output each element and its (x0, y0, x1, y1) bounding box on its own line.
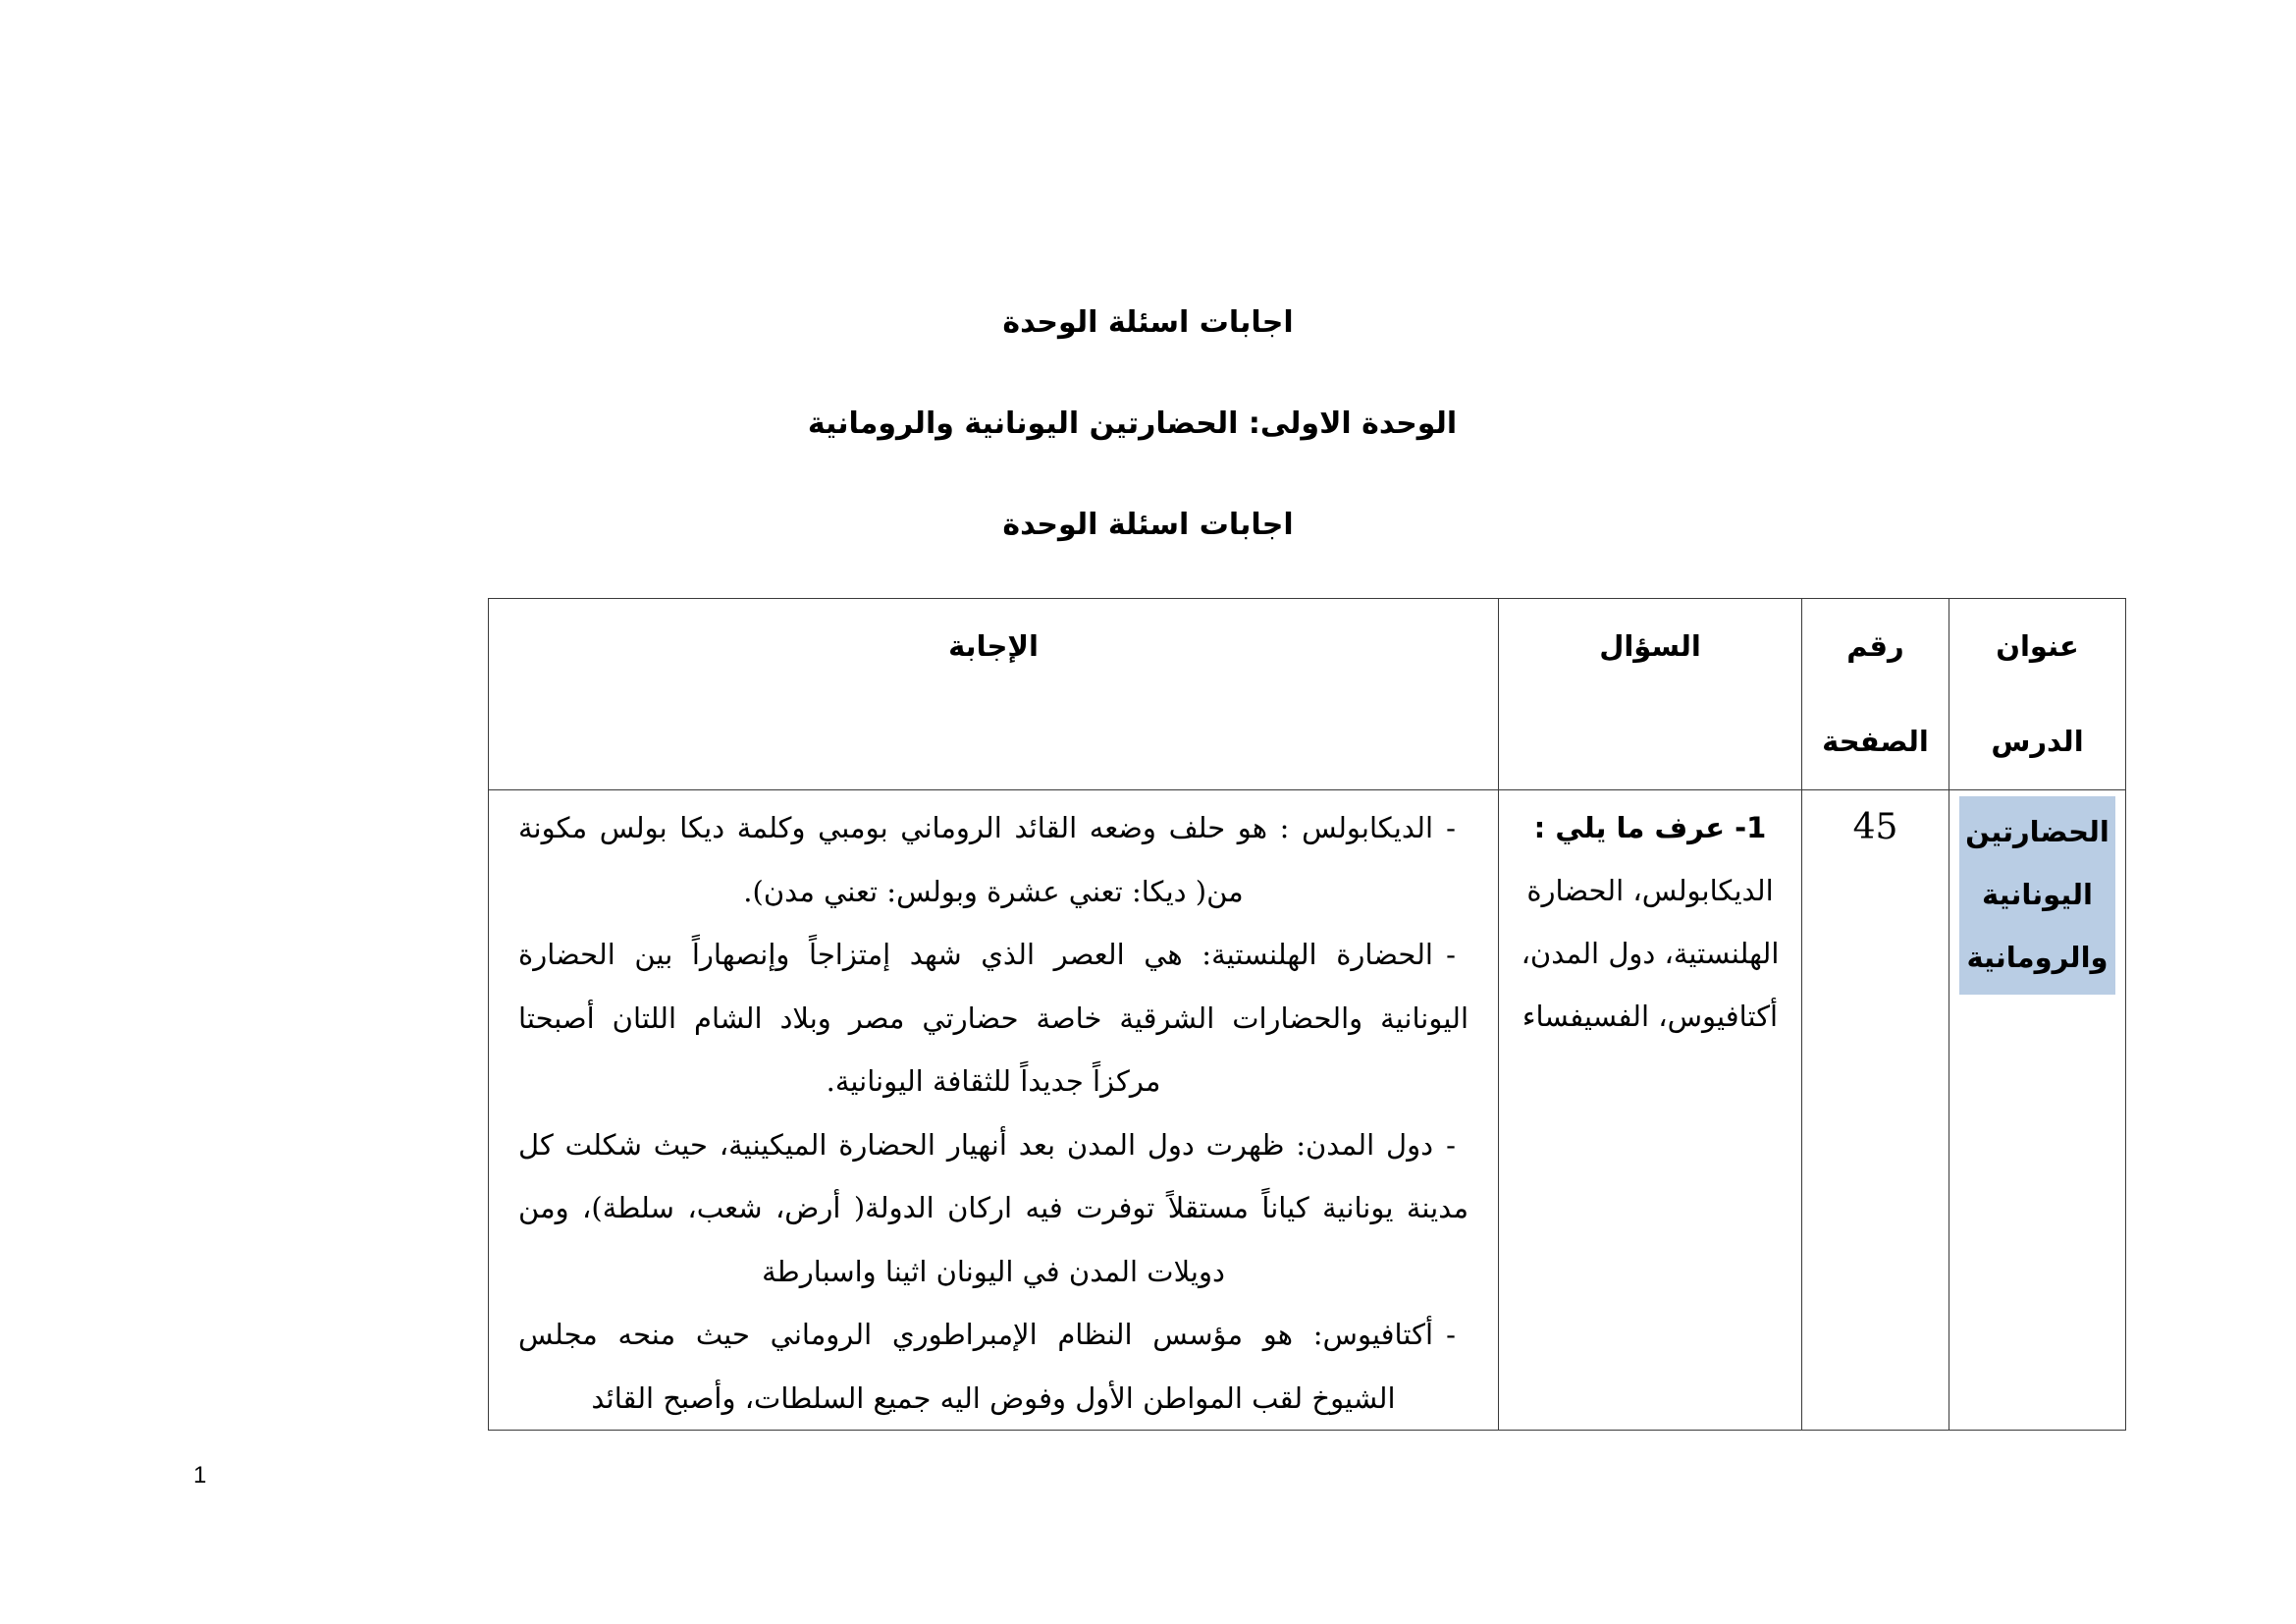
question-text (1499, 790, 1801, 1048)
lesson-title-line: اليونانية (1982, 878, 2093, 911)
cell-lesson-title (1949, 790, 2126, 1431)
answer-item (518, 923, 1468, 1113)
bullet-dash: - (1446, 938, 1456, 971)
header-page-line2: الصفحة (1822, 725, 1929, 758)
header-lesson-title-line1: عنوان (1996, 629, 2079, 663)
lesson-title-highlight (1959, 796, 2115, 995)
answers-table (488, 598, 2126, 1431)
table-row (489, 790, 2126, 1431)
header-answer-label: الإجابة (948, 629, 1039, 663)
bullet-dash: - (1446, 811, 1456, 844)
unit-title: الوحدة الاولى: الحضارتين اليونانية والرومانية (807, 406, 1458, 441)
bullet-dash: - (1446, 1318, 1456, 1351)
answer-item (518, 796, 1468, 923)
lesson-title-line: الحضارتين (1965, 815, 2109, 848)
header-lesson-title (1949, 599, 2126, 790)
answer-item-text: الديكابولس : هو حلف وضعه القائد الروماني بومبي وكلمة ديكا بولس مكونة من( ديكا: تعني عشرة وبولس: تعني مدن). (518, 811, 1433, 908)
page-number: 1 (193, 1462, 207, 1489)
document-title: اجابات اسئلة الوحدة (1002, 305, 1294, 340)
table-header-row (489, 599, 2126, 790)
header-question (1499, 599, 1802, 790)
bullet-dash: - (1446, 1127, 1456, 1162)
cell-question (1499, 790, 1802, 1431)
header-page-line1: رقم (1846, 629, 1904, 663)
section-title: اجابات اسئلة الوحدة (1002, 508, 1294, 542)
cell-answer (489, 790, 1499, 1431)
header-page-number (1802, 599, 1949, 790)
cell-page-number (1802, 790, 1949, 1431)
page-number-value: 45 (1852, 807, 1898, 847)
header-lesson-title-line2: الدرس (1991, 725, 2084, 758)
question-heading: 1- عرف ما يلي : (1533, 811, 1767, 844)
answer-item (518, 1303, 1468, 1430)
answer-text (489, 790, 1498, 1430)
answer-item-text: دول المدن: ظهرت دول المدن بعد أنهيار الحضارة الميكينية، حيث شكلت كل مدينة يونانية كياناً مستقلاً توفرت فيه اركان الدولة( أرض، شعب، سلطة)، ومن دويلات المدن في اليونان اثينا واسبارطة (518, 1127, 1468, 1288)
lesson-title-line: والرومانية (1966, 941, 2109, 974)
question-terms: الديكابولس، الحضارة الهلنستية، دول المدن، أكتافيوس، الفسيفساء (1521, 874, 1780, 1033)
answer-item-text: الحضارة الهلنستية: هي العصر الذي شهد إمتزاجاً وإنصهاراً بين الحضارة اليونانية والحضارات الشرقية خاصة حضارتي مصر وبلاد الشام اللتان أصبحتا مركزاً جديداً للثقافة اليونانية. (518, 938, 1468, 1098)
header-question-label: السؤال (1599, 629, 1701, 663)
answer-item (518, 1113, 1468, 1304)
answer-item-text: أكتافيوس: هو مؤسس النظام الإمبراطوري الروماني حيث منحه مجلس الشيوخ لقب المواطن الأول وفوض اليه جميع السلطات، وأصبح القائد (518, 1318, 1433, 1415)
header-answer (489, 599, 1499, 790)
